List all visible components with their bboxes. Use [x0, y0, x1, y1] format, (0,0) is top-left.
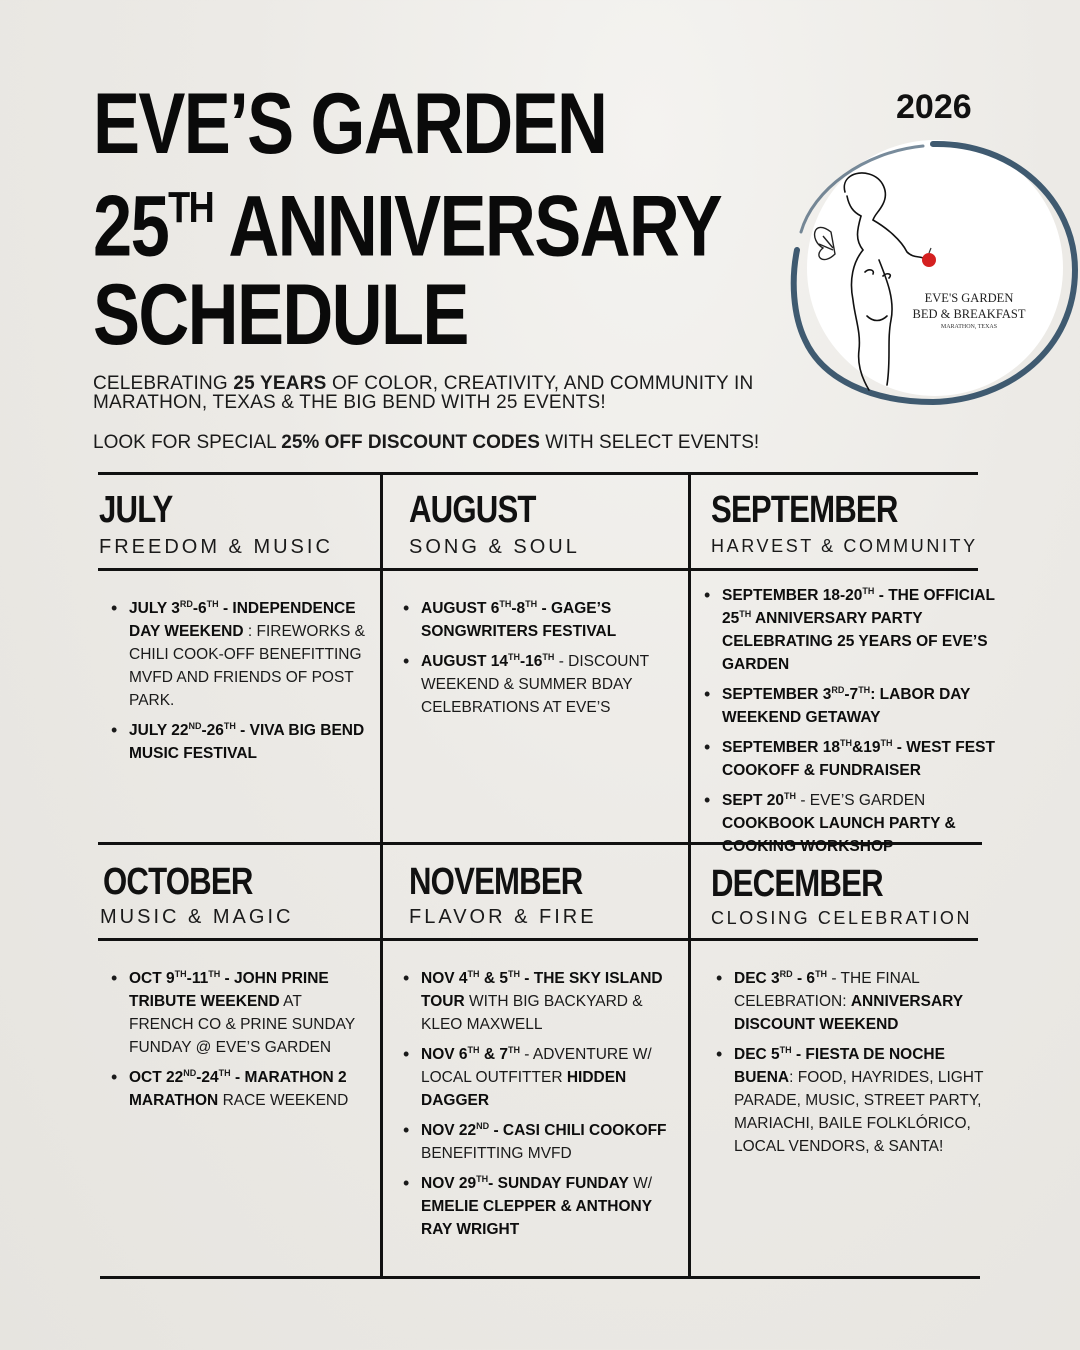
event-text-segment: NOV 22	[421, 1122, 477, 1139]
month-name: AUGUST	[409, 489, 536, 531]
event-item	[403, 967, 678, 1036]
event-text-segment: SEPTEMBER 18-20	[722, 587, 863, 604]
event-text-segment: DEC 5	[734, 1046, 780, 1063]
event-text-segment: -6	[192, 600, 207, 617]
event-text-segment: TH	[779, 1044, 792, 1055]
event-text-segment: -11	[186, 970, 209, 987]
event-text-segment: TH	[862, 585, 875, 596]
apple-icon	[922, 253, 936, 267]
eves-garden-logo	[783, 140, 1080, 410]
event-text-segment: OCT 9	[129, 970, 175, 987]
month-name: JULY	[99, 489, 173, 531]
month-name: DECEMBER	[711, 863, 883, 905]
title-line-1: EVE’S GARDEN	[93, 76, 607, 172]
event-text-segment: JULY 22	[129, 722, 189, 739]
title-ordinal: TH	[168, 183, 213, 232]
event-text-segment: - EVE’S GARDEN	[796, 792, 926, 809]
event-text-segment: -7	[844, 686, 859, 703]
event-text-segment: NOV 4	[421, 970, 468, 987]
event-text-segment: TH	[223, 720, 236, 731]
intro-pre: CELEBRATING	[93, 373, 234, 394]
page-title	[93, 76, 721, 363]
event-text-segment: ND	[183, 1067, 197, 1078]
event-text-segment: TH	[815, 968, 828, 979]
event-text-segment: RD	[779, 968, 793, 979]
month-july	[99, 490, 333, 559]
event-text-segment: ANNIVERSARY PARTY CELEBRATING 25 YEARS OF EVE’S GARDEN	[722, 610, 988, 673]
title-line-2	[93, 168, 721, 275]
event-text-segment: EMELIE CLEPPER & ANTHONY RAY WRIGHT	[421, 1198, 652, 1238]
logo-name-line-2: BED & BREAKFAST	[912, 307, 1026, 321]
event-text-segment: ANNIVERSARY DISCOUNT WEEKEND	[734, 993, 963, 1033]
title-anniversary: ANNIVERSARY	[228, 178, 721, 275]
event-text-segment: - GAGE’S SONGWRITERS FESTIVAL	[421, 600, 617, 640]
event-text-segment: WITH BIG BACKYARD & KLEO MAXWELL	[421, 993, 643, 1033]
event-text-segment: - THE FINAL CELEBRATION:	[734, 970, 920, 1010]
event-text-segment: - 6	[792, 970, 816, 987]
event-item	[403, 597, 678, 643]
event-text-segment: SEPTEMBER 3	[722, 686, 832, 703]
event-item	[403, 1043, 678, 1112]
event-text-segment: TH	[476, 1173, 489, 1184]
event-item	[111, 719, 366, 765]
month-september	[711, 490, 978, 557]
grid-header-line-2	[98, 938, 978, 941]
event-text-segment: -26	[201, 722, 224, 739]
event-text-segment: TH	[739, 608, 752, 619]
discount-post: WITH SELECT EVENTS!	[539, 432, 760, 453]
event-text-segment: TH	[858, 684, 871, 695]
month-october	[100, 861, 294, 929]
month-theme: MUSIC & MAGIC	[100, 906, 294, 928]
event-text-segment: W/	[628, 1175, 653, 1192]
august-events	[403, 597, 678, 726]
event-item	[704, 789, 1014, 858]
event-text-segment: - WEST FEST COOKOFF & FUNDRAISER	[722, 739, 995, 779]
month-august	[409, 490, 580, 559]
event-text-segment: : LABOR DAY WEEKEND GETAWAY	[722, 686, 971, 726]
event-text-segment: TH	[840, 737, 853, 748]
event-item	[403, 1119, 678, 1165]
event-text-segment: TH	[508, 651, 520, 662]
event-text-segment: TH	[542, 651, 555, 662]
event-text-segment: SEPT 20	[722, 792, 785, 809]
event-text-segment: -16	[520, 653, 543, 670]
grid-divider-1	[380, 472, 383, 1278]
month-theme: HARVEST & COMMUNITY	[711, 536, 978, 556]
discount-bold: 25% OFF DISCOUNT CODES	[281, 432, 540, 453]
event-text-segment: NOV 29	[421, 1175, 477, 1192]
logo-location: MARATHON, TEXAS	[940, 324, 998, 330]
event-text-segment: JULY 3	[129, 600, 180, 617]
event-text-segment: TH	[206, 598, 219, 609]
event-text-segment: - ADVENTURE W/ LOCAL OUTFITTER	[421, 1046, 652, 1086]
event-text-segment: &19	[852, 739, 881, 756]
event-text-segment: : FIREWORKS & CHILI COOK-OFF BENEFITTING MVFD AND FRIENDS OF POST PARK.	[129, 623, 365, 709]
event-text-segment: -24	[196, 1069, 219, 1086]
event-text-segment: AUGUST 14	[421, 653, 508, 670]
event-text-segment: TH	[467, 1044, 480, 1055]
event-text-segment: AUGUST 6	[421, 600, 500, 617]
event-text-segment: - JOHN PRINE TRIBUTE WEEKEND	[129, 970, 329, 1010]
event-text-segment: RD	[831, 684, 845, 695]
event-item	[403, 650, 678, 719]
month-name: SEPTEMBER	[711, 489, 898, 531]
discount-note	[93, 432, 759, 454]
july-events	[111, 597, 366, 772]
event-text-segment: - MARATHON 2 MARATHON	[129, 1069, 347, 1109]
event-text-segment: BENEFITTING MVFD	[421, 1145, 572, 1162]
month-theme: CLOSING CELEBRATION	[711, 908, 973, 928]
intro-text	[93, 374, 813, 412]
event-text-segment: NOV 6	[421, 1046, 468, 1063]
logo-name-line-1: EVE'S GARDEN	[924, 291, 1014, 305]
event-text-segment: - INDEPENDENCE DAY WEEKEND	[129, 600, 356, 640]
grid-top-line	[98, 472, 978, 475]
event-text-segment: ND	[476, 1120, 490, 1131]
event-text-segment: TH	[525, 598, 538, 609]
event-item	[716, 967, 986, 1036]
event-text-segment: - CASI CHILI COOKOFF	[489, 1122, 667, 1139]
event-text-segment: & 5	[479, 970, 508, 987]
grid-header-line-1	[98, 568, 978, 571]
event-item	[704, 736, 1014, 782]
event-text-segment: TH	[784, 790, 797, 801]
title-line-3: SCHEDULE	[93, 266, 468, 363]
event-item	[111, 967, 366, 1059]
event-text-segment: TH	[507, 968, 520, 979]
event-item	[111, 597, 366, 712]
grid-bottom-line	[100, 1276, 980, 1279]
event-text-segment: - SUNDAY FUNDAY	[488, 1175, 629, 1192]
event-text-segment: DEC 3	[734, 970, 780, 987]
title-number: 25	[93, 178, 169, 275]
event-text-segment: TH	[499, 598, 512, 609]
december-events	[716, 967, 986, 1165]
month-theme: FREEDOM & MUSIC	[99, 536, 333, 558]
event-text-segment: RD	[179, 598, 193, 609]
logo-graphic	[783, 140, 1080, 410]
event-item	[111, 1066, 366, 1112]
event-text-segment: -8	[511, 600, 526, 617]
event-text-segment: AT FRENCH CO & PRINE SUNDAY FUNDAY @ EVE’S GARDEN	[129, 993, 355, 1056]
event-text-segment: TH	[208, 968, 221, 979]
month-theme: FLAVOR & FIRE	[409, 906, 597, 928]
month-november	[409, 862, 621, 929]
event-text-segment: COOKBOOK LAUNCH PARTY & COOKING WORKSHOP	[722, 815, 956, 855]
october-events	[111, 967, 366, 1119]
year-label: 2026	[896, 88, 972, 126]
event-text-segment: OCT 22	[129, 1069, 184, 1086]
event-item	[704, 584, 1014, 676]
event-text-segment: TH	[467, 968, 480, 979]
event-text-segment: - THE SKY ISLAND TOUR	[421, 970, 663, 1010]
intro-bold: 25 YEARS	[233, 373, 327, 394]
november-events	[403, 967, 678, 1248]
event-text-segment: SEPTEMBER 18	[722, 739, 841, 756]
event-text-segment: TH	[507, 1044, 520, 1055]
month-theme: SONG & SOUL	[409, 536, 580, 558]
event-text-segment: TH	[174, 968, 187, 979]
event-item	[403, 1172, 678, 1241]
grid-divider-2	[688, 472, 691, 1278]
event-text-segment: : FOOD, HAYRIDES, LIGHT PARADE, MUSIC, STREET PARTY, MARIACHI, BAILE FOLKLÓRICO, LOCAL VENDORS, & SANTA!	[734, 1069, 984, 1155]
month-name: NOVEMBER	[409, 861, 583, 903]
event-text-segment: TH	[218, 1067, 231, 1078]
event-text-segment: & 7	[479, 1046, 508, 1063]
month-name: OCTOBER	[103, 861, 253, 903]
event-text-segment: - DISCOUNT WEEKEND & SUMMER BDAY CELEBRATIONS AT EVE’S	[421, 653, 649, 716]
event-item	[704, 683, 1014, 729]
event-text-segment: RACE WEEKEND	[218, 1092, 349, 1109]
event-text-segment: HIDDEN DAGGER	[421, 1069, 627, 1109]
event-text-segment: TH	[880, 737, 893, 748]
event-text-segment: - VIVA BIG BEND MUSIC FESTIVAL	[129, 722, 365, 762]
september-events	[704, 584, 1014, 865]
event-text-segment: - FIESTA DE NOCHE BUENA	[734, 1046, 945, 1086]
intro-post: OF COLOR, CREATIVITY, AND COMMUNITY IN MARATHON, TEXAS & THE BIG BEND WITH 25 EVENTS!	[93, 373, 754, 413]
event-text-segment: - THE OFFICIAL 25	[722, 587, 995, 627]
event-item	[716, 1043, 986, 1158]
month-december	[711, 864, 972, 929]
event-text-segment: ND	[188, 720, 202, 731]
discount-pre: LOOK FOR SPECIAL	[93, 432, 282, 453]
